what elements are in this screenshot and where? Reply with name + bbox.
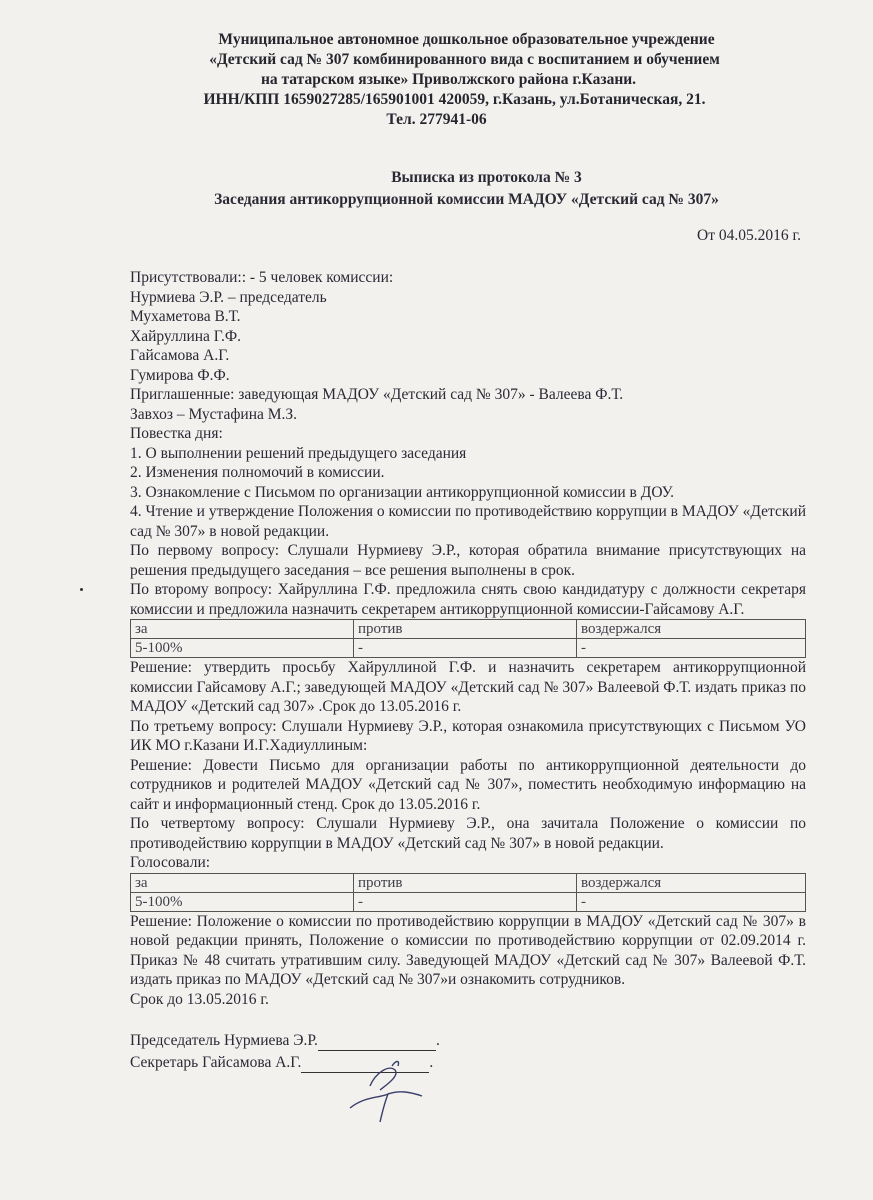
- table-row: [131, 892, 806, 911]
- title-line-1: Выписка из протокола № 3: [391, 169, 582, 186]
- decision-1: Решение: утвердить просьбу Хайруллиной Г.Ф. и назначить секретарем антикоррупционной комиссии Гайсамову А.Г.; заведующей МАДОУ «Детский сад № 307» Валеевой Ф.Т. издать приказ по МАДОУ «Детский сад 307» .Срок до 13.05.2016 г.: [130, 659, 806, 715]
- vote-value-against: -: [354, 892, 577, 911]
- vote-value-abstain: -: [577, 639, 806, 658]
- secretary-name: Секретарь Гайсамова А.Г.: [130, 1054, 302, 1071]
- margin-dot: [80, 588, 83, 591]
- vote-value-for: 5-100%: [131, 639, 354, 658]
- question-4: По четвертому вопросу: Слушали Нурмиеву Э.Р., она зачитала Положение о комиссии по противодействию коррупции в МАДОУ «Детский сад № 307» в новой редакции.: [130, 815, 806, 852]
- agenda-item-3: 3. Ознакомление с Письмом по организации антикоррупционной комиссии в ДОУ.: [130, 483, 674, 501]
- vote-value-abstain: -: [577, 892, 806, 911]
- chair-signature-line: Председатель Нурмиева Э.Р. .: [130, 1032, 440, 1049]
- question-1: По первому вопросу: Слушали Нурмиеву Э.Р., которая обратила внимание присутствующих на решения предыдущего заседания – все решения выполнены в срок.: [130, 542, 806, 579]
- agenda-item-4: 4. Чтение и утверждение Положения о комиссии по противодействию коррупции в МАДОУ «Детский сад № 307» в новой редакции.: [130, 503, 806, 540]
- header-line-3: на татарском языке» Приволжского района г.Казани.: [260, 71, 637, 88]
- voted-label: Голосовали:: [130, 854, 211, 871]
- member-5: Гумирова Ф.Ф.: [130, 366, 230, 384]
- organization-header: [0, 30, 873, 130]
- header-line-1: Муниципальное автономное дошкольное образовательное учреждение: [218, 31, 715, 48]
- deadline: Срок до 13.05.2016 г.: [130, 990, 269, 1008]
- vote-header-against: против: [354, 873, 577, 892]
- table-row: [131, 639, 806, 658]
- member-3: Хайруллина Г.Ф.: [130, 327, 242, 345]
- vote-header-abstain: воздержался: [577, 620, 806, 639]
- agenda-item-2: 2. Изменения полномочий в комиссии.: [130, 464, 385, 481]
- vote-header-abstain: воздержался: [577, 873, 806, 892]
- protocol-body: [130, 268, 806, 1075]
- secretary-signature-line: Секретарь Гайсамова А.Г. .: [130, 1054, 434, 1071]
- chair-name: Председатель Нурмиева Э.Р.: [130, 1032, 318, 1049]
- handwritten-signature: [340, 1056, 430, 1126]
- vote-value-against: -: [354, 639, 577, 658]
- member-2: Мухаметова В.Т.: [130, 308, 241, 325]
- header-line-4: ИНН/КПП 1659027285/165901001 420059, г.Казань, ул.Ботаническая, 21.: [203, 91, 706, 108]
- vote-header-for: за: [131, 620, 354, 639]
- protocol-date: От 04.05.2016 г.: [697, 227, 801, 244]
- member-4: Гайсамова А.Г.: [130, 347, 230, 364]
- title-line-2: Заседания антикоррупционной комиссии МАДОУ «Детский сад № 307»: [214, 191, 719, 208]
- document-title: [0, 167, 873, 211]
- table-row: [131, 620, 806, 639]
- question-3: По третьему вопросу: Слушали Нурмиеву Э.Р., которая ознакомила присутствующих с Письмом УО ИК МО г.Казани И.Г.Хадиуллиным:: [130, 717, 806, 754]
- vote-header-for: за: [131, 873, 354, 892]
- vote-table-2: [130, 873, 806, 912]
- agenda-title: Повестка дня:: [130, 425, 223, 442]
- chair-underline: [318, 1050, 436, 1051]
- member-1: Нурмиева Э.Р. – председатель: [130, 288, 327, 306]
- vote-table-1: [130, 619, 806, 658]
- vote-header-against: против: [354, 620, 577, 639]
- header-line-5: Тел. 277941-06: [386, 111, 487, 128]
- signatures-block: [130, 1031, 806, 1075]
- table-row: [131, 873, 806, 892]
- header-line-2: «Детский сад № 307 комбинированного вида с воспитанием и обучением: [209, 51, 720, 68]
- supply-manager: Завхоз – Мустафина М.З.: [130, 405, 298, 423]
- decision-3: Решение: Довести Письмо для организации работы по антикоррупционной деятельности до сотрудников и родителей МАДОУ «Детский сад № 307», поместить необходимую информацию на сайт и информационный стенд. Срок до 13.05.2016 г.: [130, 756, 806, 813]
- agenda-item-1: 1. О выполнении решений предыдущего заседания: [130, 444, 467, 462]
- vote-value-for: 5-100%: [131, 892, 354, 911]
- question-2: По второму вопросу: Хайруллина Г.Ф. предложила снять свою кандидатуру с должности секретаря комиссии и предложила назначить секретарем антикоррупционной комиссии-Гайсамову А.Г.: [130, 581, 806, 618]
- invited: Приглашенные: заведующая МАДОУ «Детский сад № 307» - Валеева Ф.Т.: [130, 386, 624, 403]
- attendance-present: Присутствовали:: - 5 человек комиссии:: [130, 269, 394, 286]
- decision-4: Решение: Положение о комиссии по противодействию коррупции в МАДОУ «Детский сад № 307» в новой редакции принять, Положение о комиссии по противодействию коррупции от 02.09.2014 г. Приказ № 48 считать утратившим силу. Заведующей МАДОУ «Детский сад № 307» Валеевой Ф.Т. издать приказ по МАДОУ «Детский сад № 307»и ознакомить сотрудников.: [130, 912, 806, 988]
